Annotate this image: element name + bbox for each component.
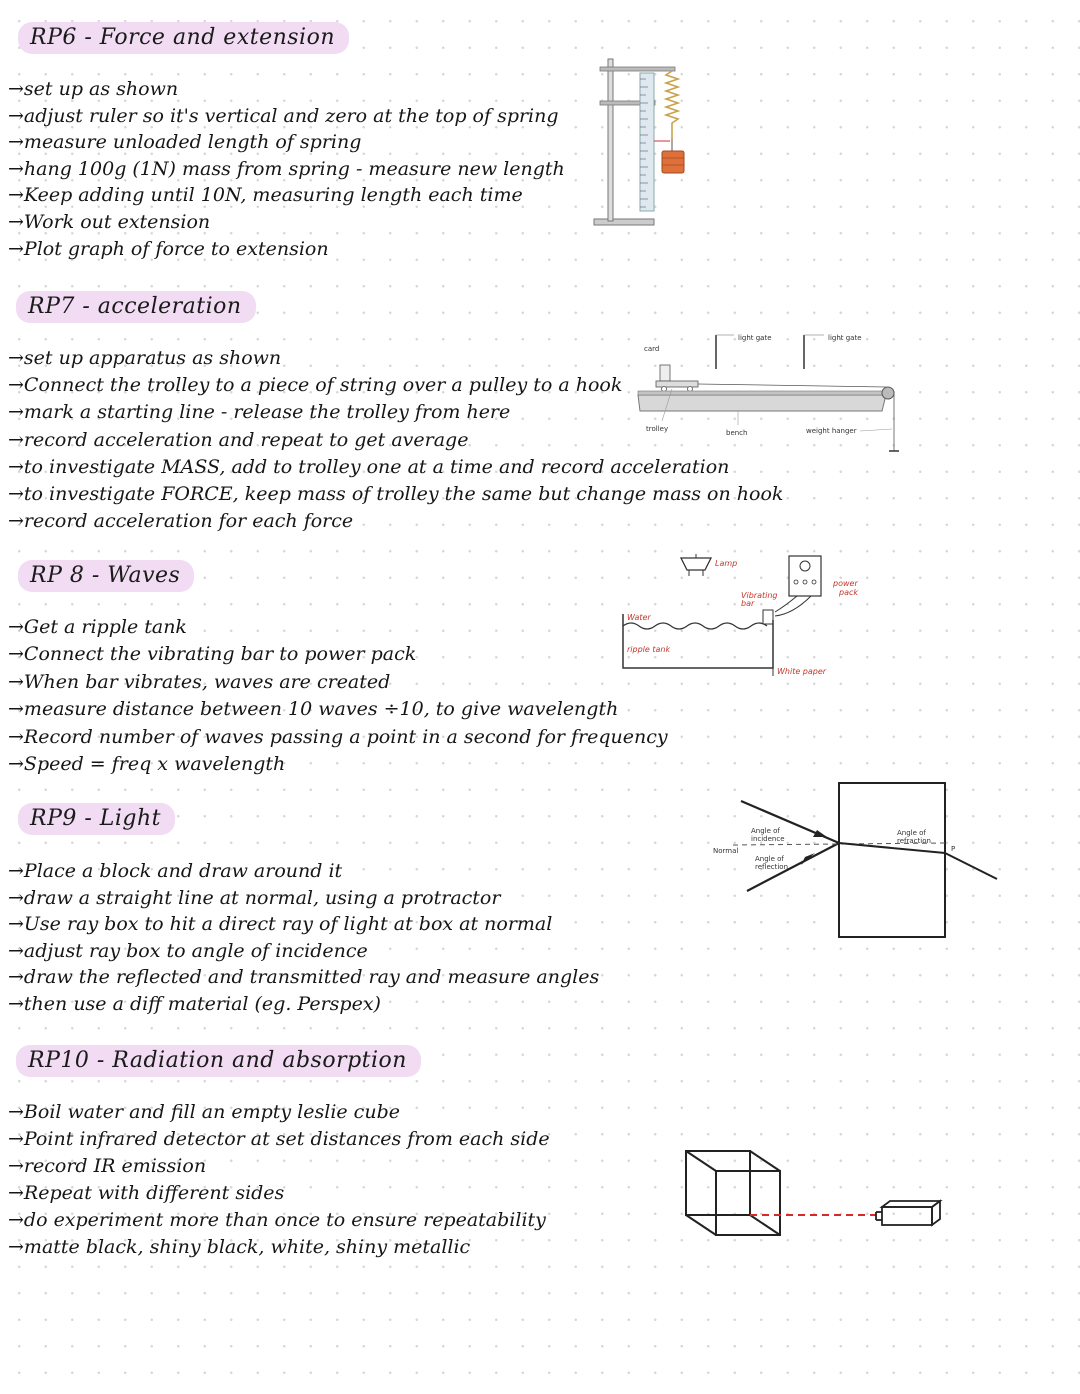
list-item: → record IR emission <box>8 1153 550 1180</box>
glass-block <box>839 783 945 937</box>
bench-label: bench <box>726 429 748 437</box>
list-item: → matte black, shiny black, white, shiny metallic <box>8 1234 550 1261</box>
light-gate-label: light gate <box>738 334 772 342</box>
list-item: → do experiment more than once to ensure repeatability <box>8 1207 550 1234</box>
rp7-heading: RP7 - acceleration <box>16 291 256 323</box>
ripple-tank-diagram <box>615 550 865 680</box>
reflection-label: reflection <box>755 863 789 871</box>
card-label: card <box>644 345 660 353</box>
list-item: → Get a ripple tank <box>8 614 668 641</box>
lamp-icon <box>681 558 711 570</box>
list-item: → measure unloaded length of spring <box>8 129 565 156</box>
light-refraction-diagram <box>705 775 1005 945</box>
list-item: → set up apparatus as shown <box>8 345 783 372</box>
list-item: → to investigate MASS, add to trolley one at a time and record acceleration <box>8 454 783 481</box>
vibrating-bar-label: Vibrating <box>741 591 778 600</box>
list-item: → draw the reflected and transmitted ray and measure angles <box>8 964 599 991</box>
power-pack-label: power <box>833 579 858 588</box>
list-item: → measure distance between 10 waves ÷10, to give wavelength <box>8 696 668 723</box>
list-item: → record acceleration for each force <box>8 508 783 535</box>
list-item: → to investigate FORCE, keep mass of trolley the same but change mass on hook <box>8 481 783 508</box>
list-item: → Boil water and fill an empty leslie cube <box>8 1099 550 1126</box>
spring-stand-diagram <box>590 55 700 230</box>
list-item: → Repeat with different sides <box>8 1180 550 1207</box>
list-item: → record acceleration and repeat to get average <box>8 427 783 454</box>
vibrating-bar-label: bar <box>741 599 755 608</box>
rp10-steps <box>8 1099 550 1261</box>
rp9-steps <box>8 858 599 1018</box>
refraction-label: Angle of <box>897 829 926 837</box>
rp8-steps <box>8 614 671 778</box>
water-label: Water <box>627 613 651 622</box>
point-p-label: P <box>951 845 956 853</box>
list-item: → Record number of waves passing a point in a second for frequency <box>8 724 668 751</box>
slotted-mass <box>662 151 684 173</box>
water-waves <box>623 623 767 629</box>
list-item: → Connect the vibrating bar to power pack <box>8 641 668 668</box>
list-item: → Point infrared detector at set distances from each side <box>8 1126 550 1153</box>
ripple-tank-label: ripple tank <box>627 645 671 654</box>
trolley-label: trolley <box>646 425 669 433</box>
list-item: → Keep adding until 10N, measuring length each time <box>8 182 565 209</box>
rp6-steps <box>8 76 565 262</box>
list-item: → Plot graph of force to extension <box>8 236 565 263</box>
lamp-label: Lamp <box>715 559 738 568</box>
list-item: → Place a block and draw around it <box>8 858 599 885</box>
leslie-cube-diagram <box>680 1145 950 1255</box>
refraction-label: refraction <box>897 837 931 845</box>
pulley <box>882 387 894 399</box>
rp8-heading: RP 8 - Waves <box>18 560 194 592</box>
trolley-diagram <box>630 325 910 460</box>
normal-label: Normal <box>713 847 739 855</box>
list-item: → draw a straight line at normal, using a protractor <box>8 885 599 912</box>
spring <box>666 71 678 139</box>
list-item: → then use a diff material (eg. Perspex) <box>8 991 599 1018</box>
white-paper-label: White paper <box>777 667 827 676</box>
rp9-heading: RP9 - Light <box>18 803 175 835</box>
power-pack-label: pack <box>839 588 859 597</box>
list-item: → Use ray box to hit a direct ray of light at box at normal <box>8 911 599 938</box>
reflection-label: Angle of <box>755 855 784 863</box>
list-item: → Work out extension <box>8 209 565 236</box>
incidence-label: incidence <box>751 835 785 843</box>
list-item: → hang 100g (1N) mass from spring - measure new length <box>8 156 565 183</box>
rp6-heading: RP6 - Force and extension <box>18 22 349 54</box>
list-item: → Connect the trolley to a piece of string over a pulley to a hook <box>8 372 783 399</box>
light-gate-label: light gate <box>828 334 862 342</box>
list-item: → mark a starting line - release the trolley from here <box>8 399 783 426</box>
power-pack <box>789 556 821 596</box>
ir-detector-icon <box>876 1201 940 1225</box>
rp10-heading: RP10 - Radiation and absorption <box>16 1045 421 1077</box>
list-item: → Speed = freq x wavelength <box>8 751 668 778</box>
list-item: → When bar vibrates, waves are created <box>8 669 668 696</box>
list-item: → adjust ray box to angle of incidence <box>8 938 599 965</box>
incidence-label: Angle of <box>751 827 780 835</box>
ripple-tank <box>623 614 773 668</box>
list-item: → set up as shown <box>8 76 565 103</box>
list-item: → adjust ruler so it's vertical and zero at the top of spring <box>8 103 565 130</box>
leslie-cube <box>686 1151 780 1235</box>
weight-hanger-label: weight hanger <box>806 427 857 435</box>
